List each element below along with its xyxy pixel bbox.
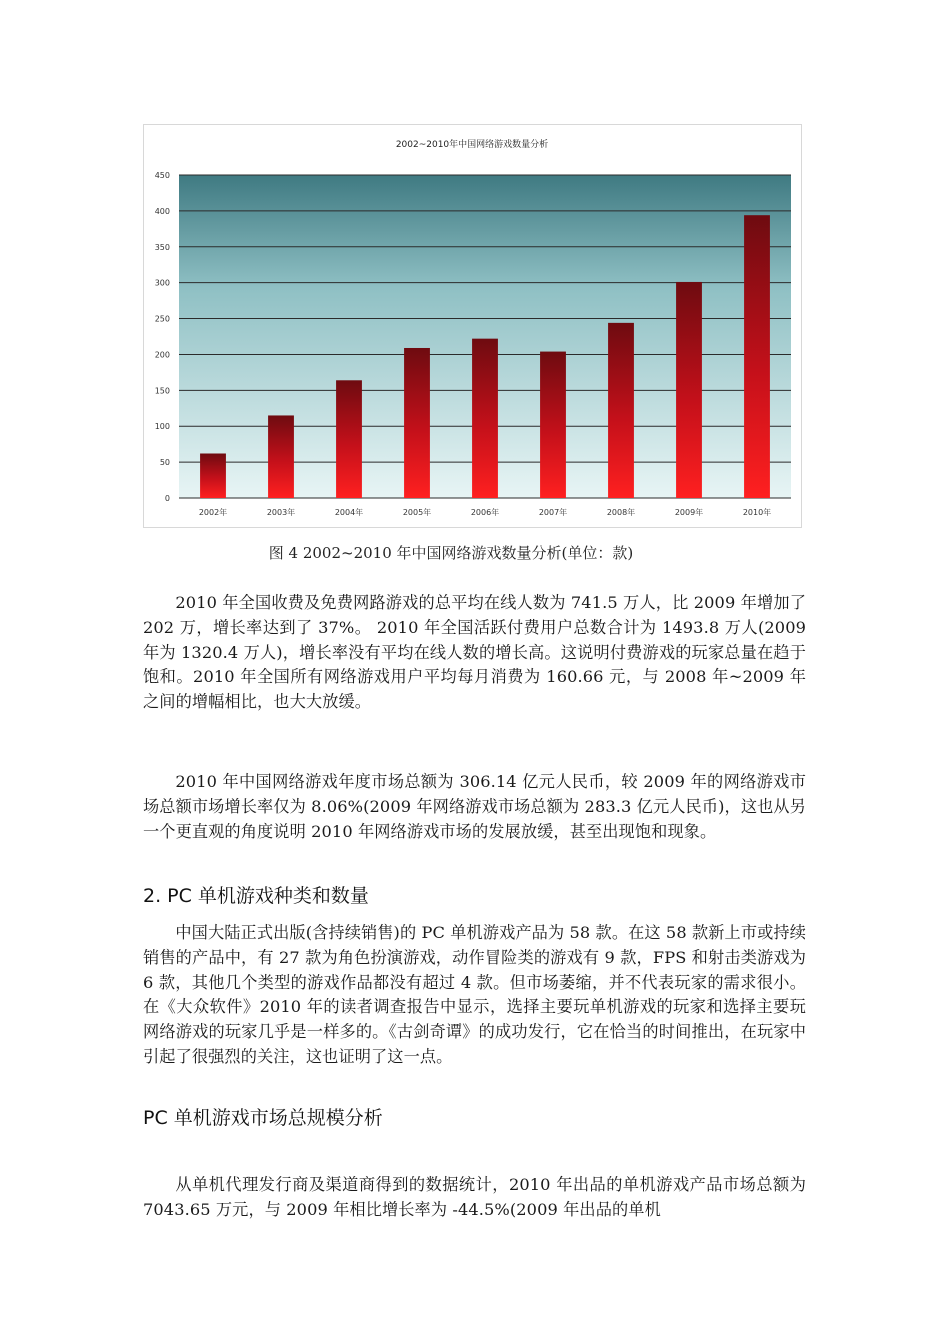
y-tick-label: 200: [154, 350, 170, 360]
y-tick-label: 300: [154, 278, 170, 288]
chart-svg: [144, 125, 801, 527]
x-tick-label: 2003年: [266, 508, 296, 517]
bar-2007年: [540, 352, 566, 498]
x-tick-label: 2010年: [742, 508, 772, 517]
x-tick-label: 2004年: [334, 508, 364, 517]
paragraph-pc-market-total: 从单机代理发行商及渠道商得到的数据统计，2010 年出品的单机游戏产品市场总额为 7043.65 万元，与 2009 年相比增长率为 -44.5%(2009 年出品的单机: [143, 1175, 806, 1219]
x-tick-label: 2008年: [606, 508, 636, 517]
section-heading-pc-games: 2. PC 单机游戏种类和数量: [143, 885, 369, 907]
bar-chart: [143, 124, 802, 528]
y-tick-label: 250: [154, 314, 170, 324]
y-tick-label: 100: [154, 422, 170, 432]
y-tick-label: 400: [154, 206, 170, 216]
x-tick-label: 2007年: [538, 508, 568, 517]
bar-2002年: [200, 453, 226, 498]
bar-2008年: [608, 323, 634, 498]
chart-title: 2002~2010年中国网络游戏数量分析: [395, 140, 549, 150]
section-heading-pc-market: PC 单机游戏市场总规模分析: [143, 1107, 383, 1129]
y-tick-label: 0: [164, 494, 170, 503]
bar-2006年: [472, 339, 498, 498]
paragraph-pc-games-count: 中国大陆正式出版(含持续销售)的 PC 单机游戏产品为 58 款。在这 58 款新上市或持续销售的产品中，有 27 款为角色扮演游戏，动作冒险类的游戏有 9 款，FPS 和射击类游戏为 6 款，其他几个类型的游戏作品都没有超过 4 款。但市场萎缩，并不代表玩家的需求很小。在《大众软件》2010 年的读者调查报告中显示，选择主要玩单机游戏的玩家和选择主要玩网络游戏的玩家几乎是一样多的。《古剑奇谭》的成功发行，它在恰当的时间推出，在玩家中引起了很强烈的关注，这也证明了这一点。: [143, 923, 806, 1066]
paragraph-market-total: 2010 年中国网络游戏年度市场总额为 306.14 亿元人民币，较 2009 年的网络游戏市场总额市场增长率仅为 8.06%(2009 年网络游戏市场总额为 283.3 亿元人民币)，这也从另一个更直观的角度说明 2010 年网络游戏市场的发展放缓，甚至出现饱和现象。: [143, 772, 806, 841]
bar-2003年: [268, 415, 294, 498]
x-tick-label: 2002年: [198, 508, 228, 517]
y-tick-label: 150: [154, 386, 170, 396]
x-tick-label: 2009年: [674, 508, 704, 517]
y-tick-label: 450: [154, 171, 170, 180]
bar-2004年: [336, 380, 362, 498]
paragraph-online-users: 2010 年全国收费及免费网路游戏的总平均在线人数为 741.5 万人，比 2009 年增加了 202 万，增长率达到了 37%。 2010 年全国活跃付费用户总数合计为 1493.8 万人(2009 年为 1320.4 万人)，增长率没有平均在线人数的增长高。这说明付费游戏的玩家总量在趋于饱和。2010 年全国所有网络游戏用户平均每月消费为 160.66 元，与 2008 年~2009 年之间的增幅相比，也大大放缓。: [143, 593, 806, 712]
y-tick-label: 350: [154, 242, 170, 252]
figure-caption: 图 4 2002~2010 年中国网络游戏数量分析(单位：款): [268, 544, 634, 562]
y-tick-label: 50: [159, 458, 170, 468]
bar-2005年: [404, 348, 430, 498]
bar-2009年: [676, 282, 702, 498]
bar-2010年: [744, 215, 770, 498]
x-tick-label: 2006年: [470, 508, 500, 517]
x-tick-label: 2005年: [402, 508, 432, 517]
